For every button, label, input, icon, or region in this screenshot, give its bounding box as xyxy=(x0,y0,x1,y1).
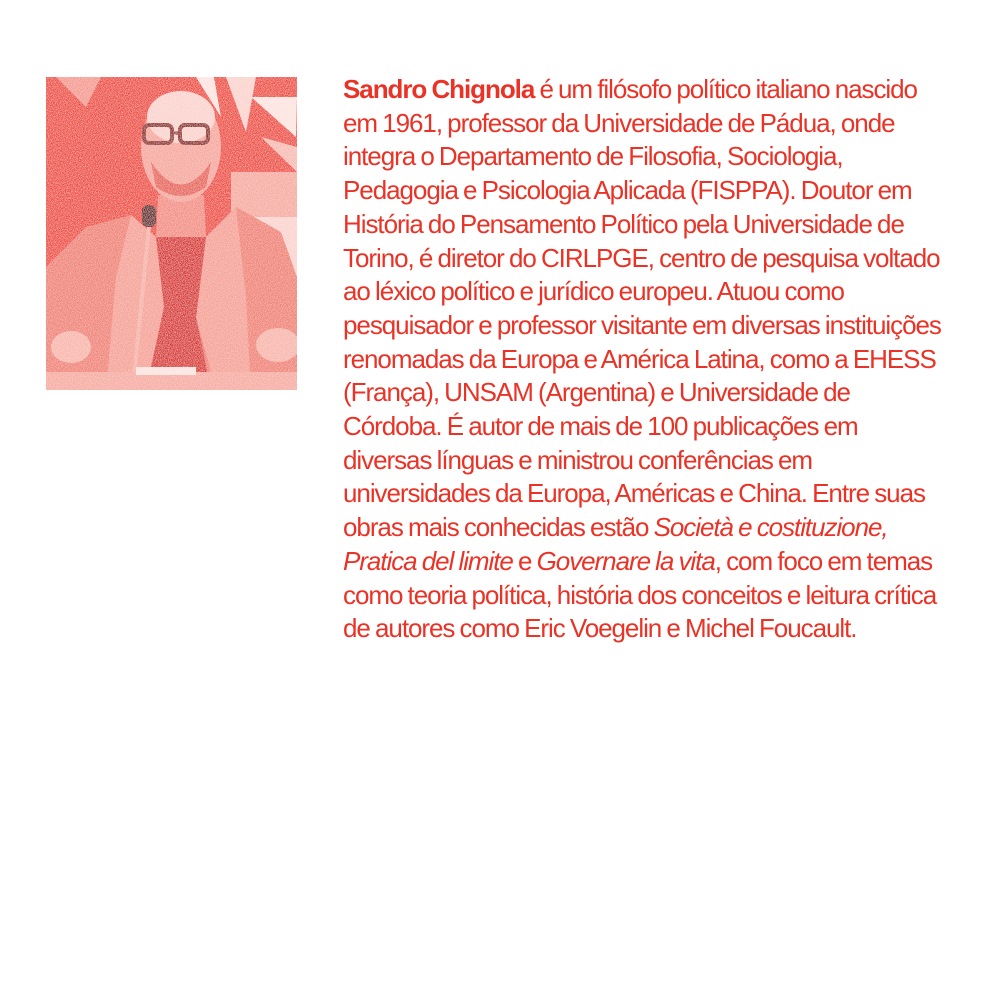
bio-text: é um filósofo político italiano nascido em 1961, professor da Universidade de Pádua, onde integra o Departamento de Filosofia, Sociologia, Pedagogia e Psicologia Aplicada (FISPPA). Doutor em História do Pensamento Político pela Universidade de Torino, é diretor do CIRLPGE, centro de pesquisa voltado ao léxico político e jurídico europeu. Atuou como pesquisador e professor visitante em diversas instituições renomadas da Europa e América Latina, como a EHESS (França), UNSAM (Argentina) e Universidade de Córdoba. É autor de mais de 100 publicações em diversas línguas e ministrou conferências em universidades da Europa, Américas e China. Entre suas obras mais conhecidas estão xyxy=(343,74,941,543)
author-bio xyxy=(343,73,943,646)
portrait-photo-icon xyxy=(46,77,297,390)
author-portrait xyxy=(46,77,297,390)
author-name: Sandro Chignola xyxy=(343,74,535,104)
work-title: Società e costituzione, Pratica del limite xyxy=(343,512,888,576)
work-title: Governare la vita xyxy=(536,545,715,576)
bio-text-conjunction: e xyxy=(512,545,537,576)
bio-text-ending: , com foco em temas como teoria política, história dos conceitos e leitura crítica de autores como Eric Voegelin e Michel Foucault. xyxy=(343,545,937,644)
